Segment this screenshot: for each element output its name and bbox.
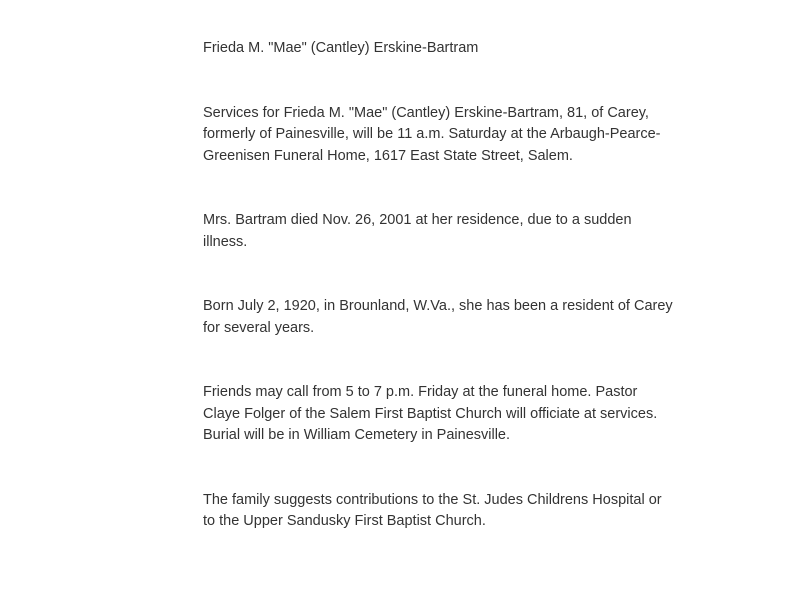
paragraph-contributions: The family suggests contributions to the St. Judes Childrens Hospital or to the Upper Sandusky First Baptist Church.	[203, 491, 662, 529]
paragraph-death: Mrs. Bartram died Nov. 26, 2001 at her residence, due to a sudden illness.	[203, 212, 632, 250]
paragraph-visitation: Friends may call from 5 to 7 p.m. Friday at the funeral home. Pastor Claye Folger of the Salem First Baptist Church will officiate at services. Burial will be in William Cemetery in Painesville.	[203, 384, 658, 443]
obituary-article	[203, 38, 673, 576]
obituary-title: Frieda M. "Mae" (Cantley) Erskine-Bartram	[203, 40, 479, 56]
paragraph-birth: Born July 2, 1920, in Brounland, W.Va., she has been a resident of Carey for several years.	[203, 298, 673, 336]
paragraph-services: Services for Frieda M. "Mae" (Cantley) Erskine-Bartram, 81, of Carey, formerly of Painesville, will be 11 a.m. Saturday at the Arbaugh-Pearce-Greenisen Funeral Home, 1617 East State Street, Salem.	[203, 104, 661, 164]
